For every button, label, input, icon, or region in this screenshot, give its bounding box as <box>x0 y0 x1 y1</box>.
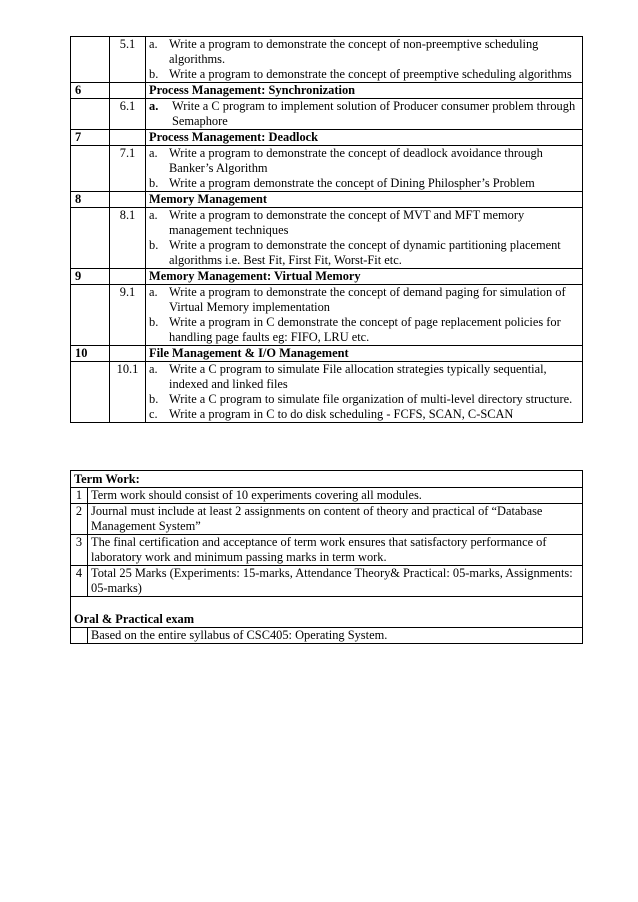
list-item <box>149 285 579 315</box>
item-label: a. <box>149 208 158 222</box>
table-row <box>71 566 583 597</box>
term-work-text: The final certification and acceptance of term work ensures that satisfactory performance of laboratory work and minimum passing marks in term work. <box>88 535 583 566</box>
subsection-row <box>71 285 583 346</box>
item-text: Write a program to demonstrate the concept of dynamic partitioning placement algorithms i.e. Best Fit, First Fit, Worst-Fit etc. <box>169 238 561 267</box>
module-title: Memory Management: Virtual Memory <box>146 269 583 285</box>
subsection-number: 10.1 <box>110 362 146 423</box>
module-number: 6 <box>71 83 110 99</box>
item-text: Write a C program to implement solution of Producer consumer problem through Semaphore <box>172 99 576 128</box>
module-spacer-cell <box>110 130 146 146</box>
term-work-text: Term work should consist of 10 experiments covering all modules. <box>88 488 583 504</box>
item-text: Write a program to demonstrate the concept of non-preemptive scheduling algorithms. <box>169 37 539 66</box>
item-text: Write a program to demonstrate the concept of deadlock avoidance through Banker’s Algorithm <box>169 146 543 175</box>
subsection-number: 6.1 <box>110 99 146 130</box>
term-work-table <box>70 470 583 644</box>
module-header-row <box>71 130 583 146</box>
module-number-cell <box>71 99 110 130</box>
module-title: Process Management: Deadlock <box>146 130 583 146</box>
table-row <box>71 628 583 644</box>
item-label: a. <box>149 362 158 376</box>
item-text: Write a program demonstrate the concept of Dining Philospher’s Problem <box>169 176 535 190</box>
subsection-items <box>146 208 583 269</box>
term-work-heading-row <box>71 471 583 488</box>
list-item <box>149 392 579 407</box>
module-spacer-cell <box>110 269 146 285</box>
list-item <box>149 37 579 67</box>
item-label: a. <box>149 99 159 113</box>
subsection-row <box>71 362 583 423</box>
module-number-cell <box>71 362 110 423</box>
term-work-number: 4 <box>71 566 88 597</box>
term-work-number: 2 <box>71 504 88 535</box>
subsection-row <box>71 37 583 83</box>
term-work-heading: Term Work: <box>71 471 583 488</box>
module-header-row <box>71 192 583 208</box>
term-work-text: Journal must include at least 2 assignments on content of theory and practical of “Database Management System” <box>88 504 583 535</box>
list-item <box>149 208 579 238</box>
module-spacer-cell <box>110 346 146 362</box>
item-label: c. <box>149 407 158 421</box>
module-title: Memory Management <box>146 192 583 208</box>
oral-practical-number-cell <box>71 628 88 644</box>
item-label: b. <box>149 176 159 190</box>
item-text: Write a program in C demonstrate the concept of page replacement policies for handling page faults eg: FIFO, LRU etc. <box>169 315 561 344</box>
module-title: Process Management: Synchronization <box>146 83 583 99</box>
item-label: b. <box>149 392 159 406</box>
item-label: b. <box>149 67 159 81</box>
item-label: a. <box>149 37 158 51</box>
list-item <box>149 362 579 392</box>
subsection-number: 8.1 <box>110 208 146 269</box>
module-number-cell <box>71 146 110 192</box>
term-work-number: 3 <box>71 535 88 566</box>
module-header-row <box>71 346 583 362</box>
module-number-cell <box>71 208 110 269</box>
subsection-row <box>71 146 583 192</box>
subsection-items <box>146 99 583 130</box>
item-label: b. <box>149 238 159 252</box>
subsection-items <box>146 362 583 423</box>
list-item <box>149 99 579 129</box>
item-text: Write a program to demonstrate the concept of preemptive scheduling algorithms <box>169 67 572 81</box>
syllabus-table <box>70 36 583 423</box>
item-label: b. <box>149 315 159 329</box>
list-item <box>149 67 579 82</box>
module-spacer-cell <box>110 83 146 99</box>
module-spacer-cell <box>110 192 146 208</box>
subsection-items <box>146 37 583 83</box>
subsection-row <box>71 99 583 130</box>
subsection-number: 9.1 <box>110 285 146 346</box>
term-work-text: Total 25 Marks (Experiments: 15-marks, Attendance Theory& Practical: 05-marks, Assignments: 05-marks) <box>88 566 583 597</box>
list-item <box>149 238 579 268</box>
list-item <box>149 146 579 176</box>
oral-practical-heading-row <box>71 597 583 628</box>
table-row <box>71 488 583 504</box>
module-number: 9 <box>71 269 110 285</box>
item-text: Write a program to demonstrate the concept of demand paging for simulation of Virtual Memory implementation <box>169 285 566 314</box>
subsection-row <box>71 208 583 269</box>
module-header-row <box>71 269 583 285</box>
subsection-items <box>146 285 583 346</box>
item-label: a. <box>149 285 158 299</box>
module-number: 7 <box>71 130 110 146</box>
subsection-items <box>146 146 583 192</box>
term-work-number: 1 <box>71 488 88 504</box>
oral-practical-heading: Oral & Practical exam <box>71 597 583 628</box>
module-number-cell <box>71 285 110 346</box>
module-title: File Management & I/O Management <box>146 346 583 362</box>
table-row <box>71 535 583 566</box>
item-label: a. <box>149 146 158 160</box>
subsection-number: 7.1 <box>110 146 146 192</box>
subsection-number: 5.1 <box>110 37 146 83</box>
module-header-row <box>71 83 583 99</box>
item-text: Write a program to demonstrate the concept of MVT and MFT memory management techniques <box>169 208 525 237</box>
item-text: Write a C program to simulate File allocation strategies typically sequential, indexed and linked files <box>169 362 547 391</box>
module-number: 8 <box>71 192 110 208</box>
list-item <box>149 315 579 345</box>
list-item <box>149 407 579 422</box>
item-text: Write a program in C to do disk scheduling - FCFS, SCAN, C-SCAN <box>169 407 514 421</box>
table-row <box>71 504 583 535</box>
item-text: Write a C program to simulate file organization of multi-level directory structure. <box>169 392 573 406</box>
list-item <box>149 176 579 191</box>
module-number: 10 <box>71 346 110 362</box>
module-number-cell <box>71 37 110 83</box>
oral-practical-text: Based on the entire syllabus of CSC405: Operating System. <box>88 628 583 644</box>
